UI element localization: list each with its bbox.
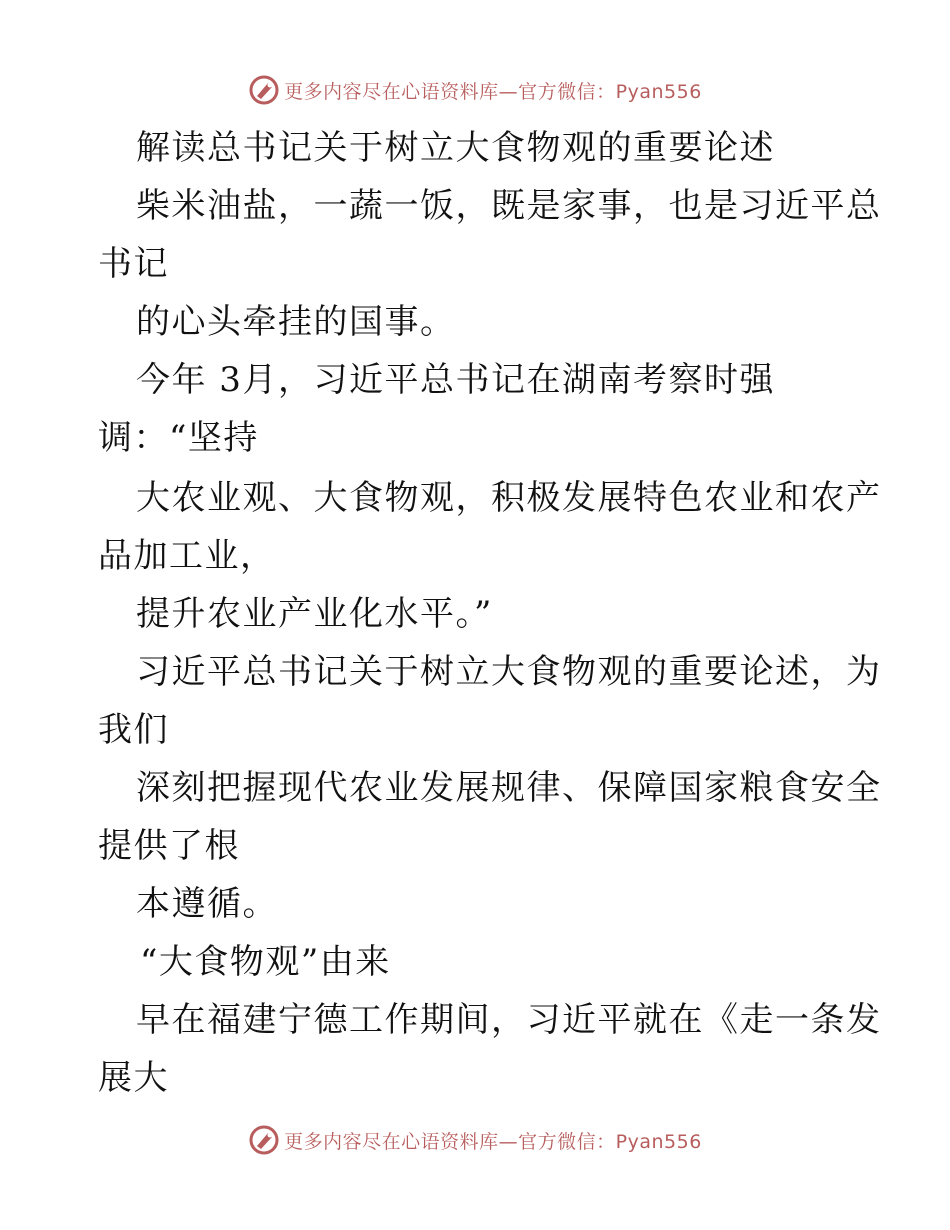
watermark-header: [0, 70, 950, 110]
paragraph-line: 深刻把握现代农业发展规律、保障国家粮食安全: [136, 768, 882, 808]
paragraph-line: 今年 3月，习近平总书记在湖南考察时强: [136, 360, 775, 400]
watermark-text: 更多内容尽在心语资料库—官方微信：Pyan556: [284, 80, 702, 103]
watermark-footer: [0, 1120, 950, 1160]
paragraph-line: 大农业观、大食物观，积极发展特色农业和农产: [136, 478, 882, 518]
paragraph-line: 本遵循。: [136, 884, 278, 924]
paragraph-line: 我们: [98, 710, 169, 750]
paragraph-line: 习近平总书记关于树立大食物观的重要论述，为: [136, 652, 882, 692]
watermark-text: 更多内容尽在心语资料库—官方微信：Pyan556: [284, 1130, 702, 1153]
logo-icon: [248, 1124, 280, 1156]
paragraph-line: 调：“坚持: [98, 418, 259, 458]
paragraph-line: 早在福建宁德工作期间，习近平就在《走一条发: [136, 1000, 882, 1040]
section-heading: “大食物观”由来: [140, 942, 391, 982]
paragraph-line: 品加工业，: [98, 536, 276, 576]
document-title: 解读总书记关于树立大食物观的重要论述: [136, 128, 775, 168]
logo-icon: [248, 74, 280, 106]
paragraph-line: 书记: [98, 244, 169, 284]
paragraph-line: 提升农业产业化水平。”: [136, 594, 493, 634]
paragraph-line: 展大: [98, 1058, 169, 1098]
paragraph-line: 柴米油盐，一蔬一饭，既是家事，也是习近平总: [136, 186, 882, 226]
paragraph-line: 的心头牵挂的国事。: [136, 302, 456, 342]
paragraph-line: 提供了根: [98, 826, 240, 866]
